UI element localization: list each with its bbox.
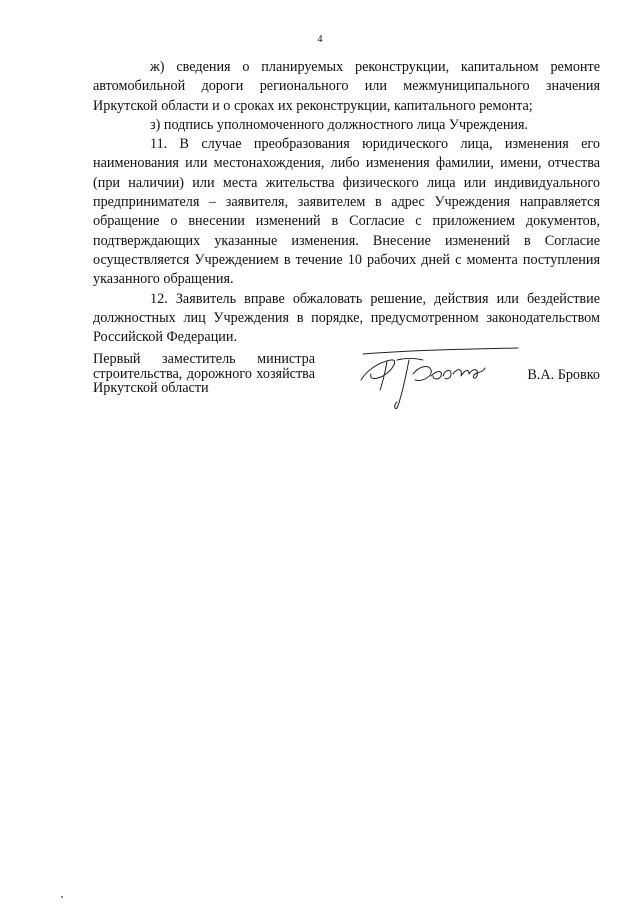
page-number: 4 [317,34,323,45]
signatory-name: В.А. Бровко [527,367,600,383]
paragraph-item-z: з) подпись уполномоченного должностного лица Учреждения. [150,116,529,133]
paragraph-item-zh: ж) сведения о планируемых реконструкции, капитальном ремонте автомобильной дороги регионального или межмуниципального значения Иркутской области и о сроках их реконструкции, капитального ремонта; [93,59,600,114]
paragraph-clause-12: 12. Заявитель вправе обжаловать решение, действия или бездействие должностных лиц Учреждения в порядке, предусмотренном законодательством Российской Федерации. [93,290,600,346]
signatory-title [93,352,315,396]
handwritten-signature [353,346,523,412]
signatory-title-line: Иркутской области [93,380,209,396]
signature-block [93,352,600,422]
scan-artifact-dot [61,896,63,898]
paragraph-clause-11: 11. В случае преобразования юридического лица, изменения его наименования или местонахождения, либо изменения фамилии, имени, отчества (при наличии) или места жительства физического лица или индивидуального предпринимателя – заявителя, заявителем в адрес Учреждения направляется обращение о внесении изменений в Согласие с приложением документов, подтверждающих указанные изменения. Внесение изменений в Согласие осуществляется Учреждением в течение 10 рабочих дней с момента поступления указанного обращения. [93,136,600,288]
document-body [93,58,600,347]
signatory-title-line: Первый заместитель министра [93,351,315,367]
signatory-title-line: строительства, дорожного хозяйства [93,365,315,382]
